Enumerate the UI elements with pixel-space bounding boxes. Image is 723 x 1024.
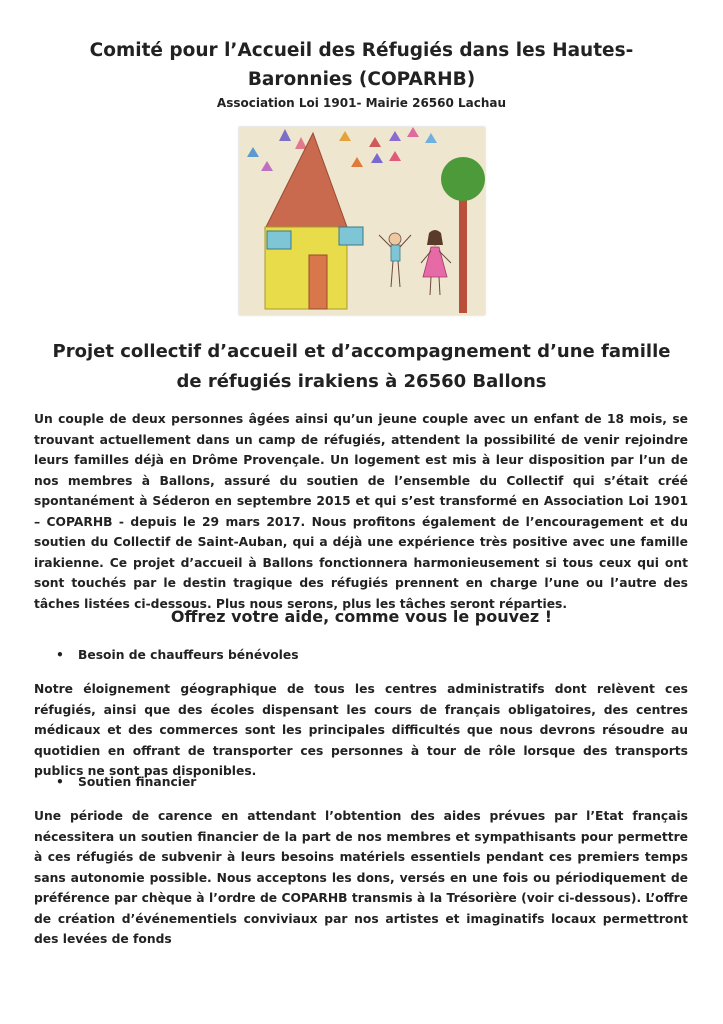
- child-drawing-house-family-icon: [239, 127, 485, 315]
- list-item-volunteer-drivers: [56, 648, 299, 662]
- house-window-right: [339, 227, 363, 245]
- section-title-drivers: Besoin de chauffeurs bénévoles: [78, 648, 299, 662]
- bullet-point: •: [56, 648, 64, 662]
- tree-crown: [441, 157, 485, 201]
- document-title: Comité pour l’Accueil des Réfugiés dans les Hautes-Baronnies (COPARHB): [89, 40, 634, 90]
- section-title-financial: Soutien financier: [78, 775, 197, 789]
- project-heading: Projet collectif d’accueil et d’accompagnement d’une famille de réfugiés irakiens à 26560 Ballons: [52, 341, 671, 392]
- tree-trunk: [459, 197, 467, 313]
- call-to-action-heading: Offrez votre aide, comme vous le pouvez !: [170, 607, 553, 626]
- drivers-paragraph: Notre éloignement géographique de tous les centres administratifs dont relèvent ces réfugiés, ainsi que des écoles dispensant les cours de français obligatoires, des centres médicaux et des commerces sont les principales difficultés que nous devrons résoudre au quotidien en offrant de transporter ces personnes à tour de rôle lorsque des transports publics ne sont pas disponibles.: [34, 682, 688, 778]
- document-subtitle: Association Loi 1901- Mairie 26560 Lachau: [216, 96, 507, 110]
- bullet-point: •: [56, 775, 64, 789]
- house-door: [309, 255, 327, 309]
- house-window-left: [267, 231, 291, 249]
- financial-paragraph: Une période de carence en attendant l’obtention des aides prévues par l’Etat français nécessitera un soutien financier de la part de nos membres et sympathisants pour permettre à ces réfugiés de subvenir à leurs besoins matériels essentiels pendant ces premiers temps sans autonomie possible. Nous acceptons les dons, versés en une fois ou périodiquement de préférence par chèque à l’ordre de COPARHB transmis à la Trésorière (voir ci-dessous). L’offre de création d’événementiels conviviaux par nos artistes et imaginatifs locaux permettront des levées de fonds: [34, 809, 688, 946]
- intro-paragraph: Un couple de deux personnes âgées ainsi qu’un jeune couple avec un enfant de 18 mois, se trouvant actuellement dans un camp de réfugiés, attendent la possibilité de venir rejoindre leurs familles déjà en Drôme Provençale. Un logement est mis à leur disposition par l’un de nos membres à Ballons, assuré du soutien de l’ensemble du Collectif qui s’était créé spontanément à Séderon en septembre 2015 et qui s’est transformé en Association Loi 1901 – COPARHB - depuis le 29 mars 2017. Nous profitons également de l’encouragement et du soutien du Collectif de Saint-Auban, qui a déjà une expérience très positive avec une famille irakienne. Ce projet d’accueil à Ballons fonctionnera harmonieusement si tous ceux qui ont sont touchés par le destin tragique des réfugiés prennent en charge l’une ou l’autre des tâches listées ci-dessous. Plus nous serons, plus les tâches seront réparties.: [34, 412, 688, 611]
- list-item-financial-support: [56, 775, 196, 789]
